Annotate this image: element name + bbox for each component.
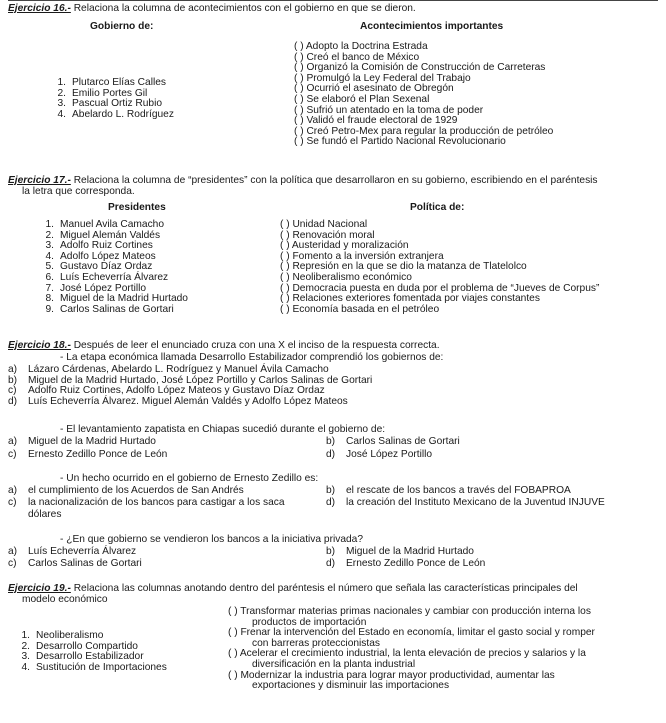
ex16-col-left: Gobierno de:: [90, 21, 154, 32]
ex18-q3-stem: - Un hecho ocurrido en el gobierno de Ernesto Zedillo es:: [60, 473, 319, 484]
list-item: ( ) Austeridad y moralización: [280, 240, 409, 252]
list-item: 4. Adolfo López Mateos: [45, 250, 156, 262]
ex16-heading: [8, 4, 416, 15]
ex18-instructions: Después de leer el enunciado cruza con una X el inciso de la respuesta correcta.: [70, 340, 440, 351]
ex18-q3-option-d: d) la creación del Instituto Mexicano de la Juventud INJUVE: [326, 497, 605, 508]
ex16-right-list: [294, 42, 553, 148]
list-item: ( ) Democracia puesta en duda por el problema de “Jueves de Corpus”: [280, 282, 600, 294]
list-item: 4. Abelardo L. Rodríguez: [57, 108, 174, 120]
ex18-q2-stem: - El levantamiento zapatista en Chiapas sucedió durante el gobierno de:: [60, 424, 386, 435]
ex17-col-left: Presidentes: [108, 202, 166, 213]
list-item: 6. Luís Echeverría Álvarez: [45, 271, 169, 283]
list-item: ( ) Ocurrió el asesinato de Obregón: [294, 83, 454, 95]
ex18-q4-option-a: a) Luís Echeverría Álvarez: [8, 546, 137, 557]
ex18-q3-option-a: a) el cumplimiento de los Acuerdos de San Andrés: [8, 485, 244, 496]
list-item: ( ) Relaciones exteriores fomentada por viajes constantes: [280, 293, 540, 305]
list-item: 2. Emilio Portes Gil: [57, 87, 148, 99]
ex18-q4-option-b: b) Miguel de la Madrid Hurtado: [326, 546, 474, 557]
ex19-right-list: [228, 607, 595, 692]
ex18-q1-options: [8, 365, 372, 407]
ex18-q2-option-d: d) José López Portillo: [326, 449, 433, 460]
ex17-instructions: Relaciona la columna de “presidentes” con la política que desarrollaron en su gobierno, escribiendo en el paréntesis: [70, 175, 598, 186]
list-item: ( ) Se elaboró el Plan Sexenal: [294, 93, 430, 105]
ex18-label: Ejercicio 18.-: [8, 340, 71, 351]
list-item: ( ) Promulgó la Ley Federal del Trabajo: [294, 72, 471, 84]
ex18-q4-option-c: c) Carlos Salinas de Gortari: [8, 558, 142, 569]
list-item: ( ) Organizó la Comisión de Construcción de Carreteras: [294, 62, 546, 74]
list-item: ( ) Se fundó el Partido Nacional Revolucionario: [294, 136, 506, 148]
list-item-cont: exportaciones y disminuir las importaciones: [252, 680, 450, 692]
ex18-q3-option-c: c) la nacionalización de los bancos para castigar a los saca: [8, 497, 285, 508]
list-item: ( ) Creó Petro-Mex para regular la producción de petróleo: [294, 125, 554, 137]
option-d: d) Luís Echeverría Álvarez. Miguel Alemán Valdés y Adolfo López Mateos: [8, 395, 348, 407]
ex18-q2-option-a: a) Miguel de la Madrid Hurtado: [8, 436, 156, 447]
ex19-left-list: [16, 631, 167, 673]
list-item: 2. Desarrollo Compartido: [21, 640, 138, 652]
ex17-left-list: [40, 220, 188, 315]
ex18-q2-option-c: c) Ernesto Zedillo Ponce de León: [8, 449, 168, 460]
list-item: 1. Manuel Avila Camacho: [45, 219, 165, 230]
list-item: 3. Pascual Ortiz Rubio: [57, 98, 163, 110]
option-c: c) Adolfo Ruiz Cortines, Adolfo López Mateos y Gustavo Díaz Ordaz: [8, 385, 325, 397]
ex17-col-right: Política de:: [410, 202, 465, 213]
list-item: ( ) Creó el banco de México: [294, 51, 420, 63]
ex19-instructions: Relaciona las columnas anotando dentro del paréntesis el número que señala las características principales del: [70, 583, 578, 594]
list-item: 2. Miguel Alemán Valdés: [45, 229, 161, 241]
list-item: ( ) Validó el fraude electoral de 1929: [294, 115, 458, 127]
list-item-cont: diversificación en la planta industrial: [252, 658, 416, 670]
ex19-instructions-cont: modelo económico: [22, 594, 108, 605]
list-item: 5. Gustavo Díaz Ordaz: [45, 261, 153, 273]
list-item: ( ) Fomento a la inversión extranjera: [280, 250, 444, 262]
ex18-heading: [8, 341, 440, 352]
ex19-heading: [8, 584, 578, 595]
list-item: ( ) Transformar materias primas nacionales y cambiar con producción interna los: [228, 606, 591, 617]
ex18-q4-option-d: d) Ernesto Zedillo Ponce de León: [326, 558, 486, 569]
top-rule: [8, 0, 658, 1]
list-item: 1. Plutarco Elías Calles: [57, 77, 166, 88]
list-item: ( ) Adopto la Doctrina Estrada: [294, 41, 428, 52]
list-item: 3. Adolfo Ruiz Cortines: [45, 240, 153, 252]
ex16-instructions: Relaciona la columna de acontecimientos con el gobierno en que se dieron.: [70, 3, 416, 14]
list-item: ( ) Unidad Nacional: [280, 219, 368, 230]
option-a: a) Lázaro Cárdenas, Abelardo L. Rodríguez y Manuel Ávila Camacho: [8, 364, 329, 375]
list-item: 9. Carlos Salinas de Gortari: [45, 303, 174, 315]
ex17-instructions-cont: la letra que corresponda.: [22, 186, 135, 197]
ex18-q3-option-c-cont: dólares: [28, 509, 62, 520]
ex18-q2-option-b: b) Carlos Salinas de Gortari: [326, 436, 460, 447]
list-item-cont: con barreras proteccionistas: [252, 637, 380, 649]
list-item: ( ) Economía basada en el petróleo: [280, 303, 440, 315]
list-item: ( ) Acelerar el crecimiento industrial, la lenta elevación de precios y salarios y la: [228, 648, 586, 660]
ex16-col-right: Acontecimientos importantes: [360, 21, 504, 32]
list-item: 4. Sustitución de Importaciones: [21, 661, 167, 673]
ex18-q3-option-b: b) el rescate de los bancos a través del FOBAPROA: [326, 485, 571, 496]
ex17-label: Ejercicio 17.-: [8, 175, 71, 186]
ex16-left-list: [52, 78, 174, 120]
list-item: ( ) Frenar la intervención del Estado en economía, limitar el gasto social y romper: [228, 627, 595, 639]
list-item: ( ) Sufrió un atentado en la toma de poder: [294, 104, 484, 116]
list-item: ( ) Renovación moral: [280, 229, 375, 241]
list-item: 8. Miguel de la Madrid Hurtado: [45, 293, 188, 305]
option-b: b) Miguel de la Madrid Hurtado, José López Portillo y Carlos Salinas de Gortari: [8, 374, 373, 386]
list-item: ( ) Represión en la que se dio la matanza de Tlatelolco: [280, 261, 527, 273]
list-item: 1. Neoliberalismo: [21, 630, 104, 641]
ex18-q1-stem: - La etapa económica llamada Desarrollo Estabilizador comprendió los gobiernos de:: [60, 352, 444, 363]
ex18-q4-stem: - ¿En que gobierno se vendieron los bancos a la iniciativa privada?: [60, 534, 363, 545]
list-item: 3. Desarrollo Estabilizador: [21, 651, 144, 663]
list-item: ( ) Modernizar la industria para lograr mayor productividad, aumentar las: [228, 669, 555, 681]
ex16-label: Ejercicio 16.-: [8, 3, 71, 14]
ex17-heading: [8, 176, 598, 187]
list-item: ( ) Neoliberalismo económico: [280, 271, 412, 283]
ex17-right-list: [280, 220, 599, 315]
list-item-cont: productos de importación: [252, 616, 367, 628]
ex19-label: Ejercicio 19.-: [8, 583, 71, 594]
list-item: 7. José López Portillo: [45, 282, 147, 294]
